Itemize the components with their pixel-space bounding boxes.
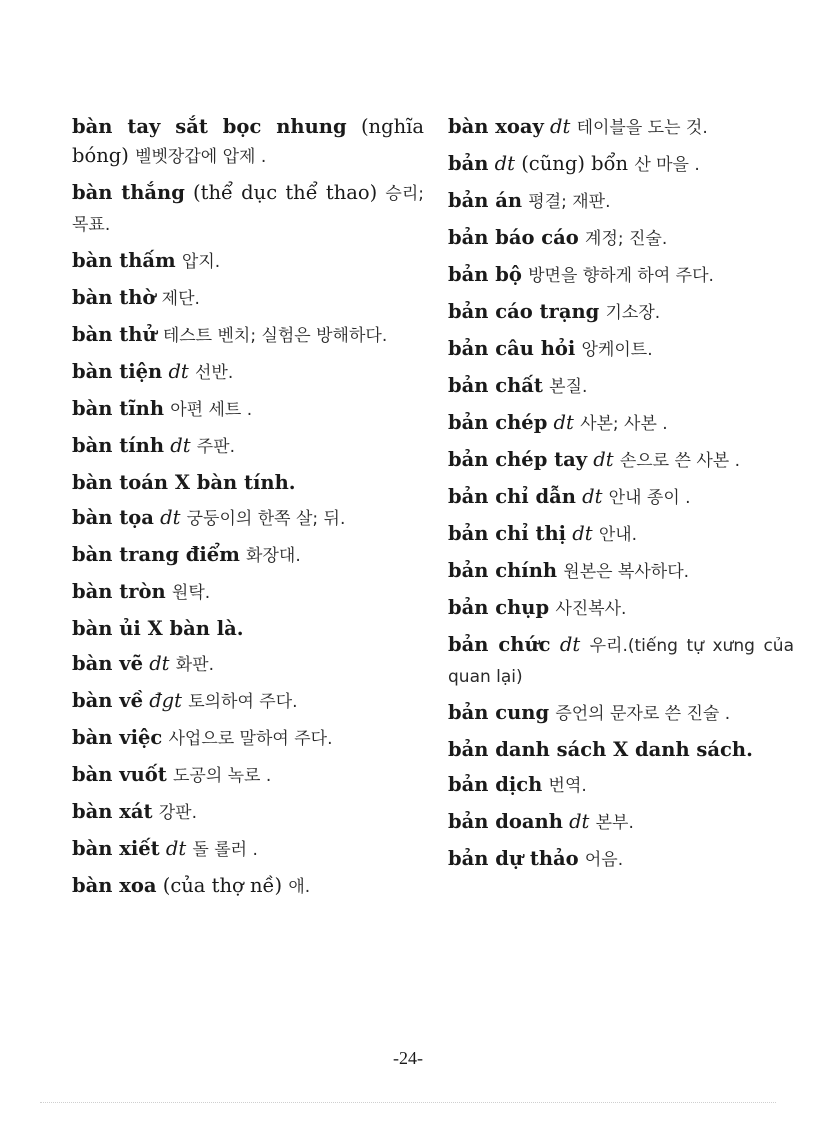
- dictionary-entry: [448, 371, 794, 402]
- headword: bàn ủi X bàn là.: [72, 617, 244, 640]
- headword: bản: [448, 152, 489, 175]
- headword: bàn xoa: [72, 874, 157, 897]
- korean-gloss: 사본; 사본 .: [580, 414, 668, 434]
- dictionary-entry: [448, 593, 794, 624]
- headword: bản chỉ thị: [448, 522, 567, 545]
- headword: bản chép: [448, 411, 548, 434]
- headword: bàn thấm: [72, 249, 176, 272]
- dictionary-entry: [72, 503, 424, 534]
- korean-gloss: 테이블을 도는 것.: [576, 118, 708, 138]
- headword: bản bộ: [448, 263, 522, 286]
- korean-gloss: 산 마을 .: [634, 155, 700, 175]
- part-of-speech: dt: [149, 652, 170, 675]
- korean-gloss: 제단.: [161, 289, 200, 309]
- headword: bản doanh: [448, 810, 563, 833]
- dictionary-entry: [448, 807, 794, 838]
- headword: bản án: [448, 189, 523, 212]
- headword: bản dịch: [448, 773, 543, 796]
- headword: bàn xoay: [448, 115, 544, 138]
- dictionary-entry: [448, 408, 794, 439]
- part-of-speech: dt: [572, 522, 593, 545]
- dictionary-entry: [72, 431, 424, 462]
- part-of-speech: dt: [553, 411, 574, 434]
- headword: bàn trang điểm: [72, 543, 240, 566]
- dictionary-entry: [72, 468, 424, 497]
- dictionary-entry: [448, 844, 794, 875]
- part-of-speech: dt: [168, 360, 189, 383]
- korean-gloss: 어음.: [584, 850, 624, 870]
- dictionary-entry: [72, 394, 424, 425]
- headword: bàn toán X bàn tính.: [72, 471, 296, 494]
- korean-gloss: 원본은 복사하다.: [563, 562, 690, 582]
- headword: bản cáo trạng: [448, 300, 600, 323]
- headword: bàn thử: [72, 323, 157, 346]
- dictionary-entry: [448, 112, 794, 143]
- headword: bản cung: [448, 701, 550, 724]
- left-column: [72, 112, 424, 908]
- korean-gloss: 도공의 녹로 .: [172, 766, 272, 786]
- korean-gloss: 주판.: [196, 437, 235, 457]
- headword: bản danh sách X danh sách.: [448, 738, 753, 761]
- dictionary-entry: [448, 735, 794, 764]
- headword: bàn thắng: [72, 181, 185, 204]
- headword: bàn tĩnh: [72, 397, 165, 420]
- part-of-speech: dt: [593, 448, 614, 471]
- headword: bản báo cáo: [448, 226, 579, 249]
- dictionary-entry: [72, 649, 424, 680]
- dictionary-entry: [448, 519, 794, 550]
- korean-gloss: 사진복사.: [555, 599, 627, 619]
- headword: bản chép tay: [448, 448, 588, 471]
- headword: bàn xát: [72, 800, 153, 823]
- korean-gloss: 안내 종이 .: [608, 488, 691, 508]
- headword: bản chụp: [448, 596, 550, 619]
- dictionary-entry: [448, 630, 794, 692]
- korean-gloss: 화판.: [175, 655, 214, 675]
- korean-gloss: 테스트 벤치; 실험은 방해하다.: [162, 326, 388, 346]
- usage-note: (thể dục thể thao): [193, 181, 378, 204]
- dictionary-entry: [448, 297, 794, 328]
- dictionary-entry: [72, 283, 424, 314]
- headword: bàn xiết: [72, 837, 160, 860]
- dictionary-entry: [72, 797, 424, 828]
- dictionary-entry: [72, 540, 424, 571]
- part-of-speech: dt: [494, 152, 515, 175]
- dictionary-entry: [72, 686, 424, 717]
- part-of-speech: dt: [550, 115, 571, 138]
- headword: bản chỉ dẫn: [448, 485, 576, 508]
- part-of-speech: đgt: [149, 689, 182, 712]
- headword: bản chất: [448, 374, 543, 397]
- korean-gloss: 토의하여 주다.: [188, 692, 298, 712]
- page-bottom-rule: [40, 1102, 776, 1103]
- headword: bàn vuốt: [72, 763, 167, 786]
- korean-gloss: 원탁.: [171, 583, 211, 603]
- headword: bản chức: [448, 633, 551, 656]
- part-of-speech: dt: [559, 633, 581, 656]
- usage-note: (cũng) bổn: [521, 152, 629, 175]
- part-of-speech: dt: [569, 810, 590, 833]
- dictionary-entry: [448, 445, 794, 476]
- usage-note: (nghĩa bóng): [72, 115, 425, 167]
- dictionary-entry: [448, 223, 794, 254]
- headword: bản câu hỏi: [448, 337, 576, 360]
- dictionary-entry: [72, 112, 424, 172]
- dictionary-entry: [448, 334, 794, 365]
- korean-gloss: 번역.: [548, 776, 587, 796]
- headword: bàn tính: [72, 434, 165, 457]
- korean-gloss: 선반.: [194, 363, 234, 383]
- usage-note: (của thợ nề): [162, 874, 283, 897]
- right-column: [448, 112, 794, 881]
- dictionary-entry: [72, 246, 424, 277]
- headword: bàn việc: [72, 726, 163, 749]
- korean-gloss: 손으로 쓴 사본 .: [619, 451, 740, 471]
- korean-gloss: 돌 롤러 .: [192, 840, 258, 860]
- dictionary-entry: [72, 834, 424, 865]
- dictionary-entry: [448, 556, 794, 587]
- korean-gloss: 안내.: [598, 525, 638, 545]
- korean-gloss: 화장대.: [246, 546, 301, 566]
- korean-gloss: 증언의 문자로 쓴 진술 .: [555, 704, 731, 724]
- korean-gloss: 사업으로 말하여 주다.: [168, 729, 333, 749]
- korean-gloss: 본질.: [549, 377, 588, 397]
- korean-gloss: 애.: [288, 877, 311, 897]
- korean-gloss: 방면을 향하게 하여 주다.: [528, 266, 714, 286]
- headword: bàn tọa: [72, 506, 154, 529]
- dictionary-entry: [72, 357, 424, 388]
- dictionary-entry: [72, 723, 424, 754]
- dictionary-entry: [448, 770, 794, 801]
- headword: bàn thờ: [72, 286, 156, 309]
- dictionary-entry: [72, 178, 424, 240]
- korean-gloss: 벨벳장갑에 압제 .: [135, 147, 267, 167]
- part-of-speech: dt: [170, 434, 191, 457]
- dictionary-entry: [72, 320, 424, 351]
- korean-gloss: 본부.: [595, 813, 634, 833]
- korean-gloss: 계정; 진술.: [585, 229, 668, 249]
- dictionary-entry: [72, 614, 424, 643]
- korean-gloss: 궁둥이의 한쪽 살; 뒤.: [186, 509, 346, 529]
- headword: bản chính: [448, 559, 558, 582]
- dictionary-entry: [448, 482, 794, 513]
- page-number: -24-: [393, 1048, 423, 1068]
- part-of-speech: dt: [582, 485, 603, 508]
- korean-gloss: 압지.: [181, 252, 221, 272]
- part-of-speech: dt: [160, 506, 181, 529]
- dictionary-entry: [72, 577, 424, 608]
- korean-gloss: 아편 세트 .: [170, 400, 253, 420]
- korean-gloss: 앙케이트.: [581, 340, 653, 360]
- korean-gloss: 승리; 목표.: [72, 184, 424, 235]
- headword: bàn vẽ: [72, 652, 143, 675]
- dictionary-entry: [448, 260, 794, 291]
- dictionary-entry: [448, 186, 794, 217]
- headword: bàn về: [72, 689, 143, 712]
- dictionary-entry: [448, 149, 794, 180]
- korean-gloss: 강판.: [158, 803, 197, 823]
- headword: bàn tròn: [72, 580, 166, 603]
- korean-gloss: 우리.(tiếng tự xưng của quan lại): [448, 636, 794, 687]
- part-of-speech: dt: [165, 837, 187, 860]
- headword: bàn tiện: [72, 360, 163, 383]
- dictionary-entry: [448, 698, 794, 729]
- dictionary-entry: [72, 871, 424, 902]
- korean-gloss: 기소장.: [605, 303, 661, 323]
- headword: bàn tay sắt bọc nhung: [72, 115, 347, 138]
- dictionary-entry: [72, 760, 424, 791]
- korean-gloss: 평결; 재판.: [528, 192, 611, 212]
- headword: bản dự thảo: [448, 847, 579, 870]
